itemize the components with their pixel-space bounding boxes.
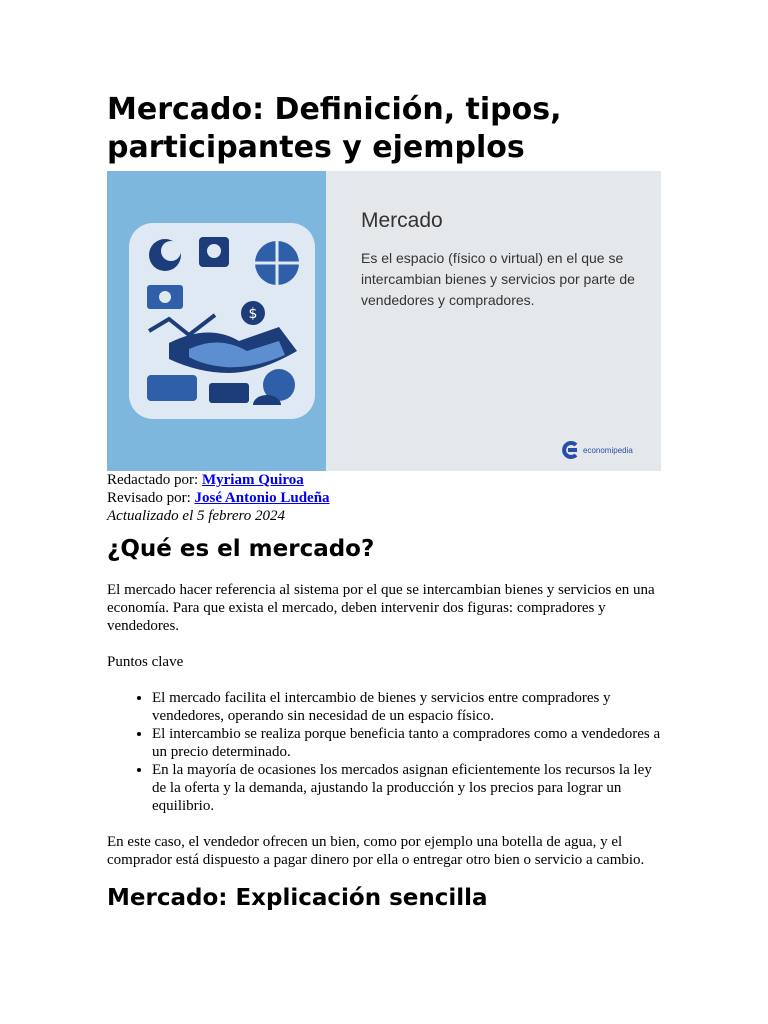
svg-text:$: $ — [248, 306, 258, 322]
written-prefix: Redactado por: — [107, 472, 202, 488]
reviewed-prefix: Revisado por: — [107, 490, 195, 506]
hero-illustration-panel — [107, 171, 326, 471]
updated-date: Actualizado el 5 febrero 2024 — [107, 508, 286, 524]
section-heading-what-is: ¿Qué es el mercado? — [107, 536, 375, 562]
logo-text: economipedia — [583, 445, 633, 455]
key-points-label: Puntos clave — [107, 654, 184, 670]
example-paragraph: En este caso, el vendedor ofrecen un bien, como por ejemplo una botella de agua, y el comprador está dispuesto a pagar dinero por ella o entregar otro bien o servicio a cambio. — [107, 834, 645, 868]
economipedia-logo-icon — [562, 441, 580, 459]
key-points-list — [107, 689, 662, 815]
author-link[interactable]: Myriam Quiroa — [201, 472, 304, 488]
handshake-market-illustration — [129, 223, 315, 419]
list-item: • El mercado facilita el intercambio de bienes y servicios entre compradores y vendedores, operando sin necesidad de un espacio físico. — [152, 689, 662, 725]
reviewer-link[interactable]: José Antonio Ludeña — [194, 490, 330, 506]
section-heading-explanation: Mercado: Explicación sencilla — [107, 885, 488, 911]
hero-description: Es el espacio (físico o virtual) en el que se intercambian bienes y servicios por parte de vendedores y compradores. — [361, 250, 635, 308]
author-line — [107, 471, 330, 489]
list-item: • En la mayoría de ocasiones los mercados asignan eficientemente los recursos la ley de la oferta y la demanda, ajustando la producción y los precios para lograr un equilibrio. — [152, 761, 662, 815]
hero-heading: Mercado — [361, 209, 443, 232]
article-meta — [107, 471, 330, 525]
hero-image — [107, 171, 661, 471]
page-title: Mercado: Definición, tipos, participantes y ejemplos — [107, 92, 562, 165]
economipedia-logo — [562, 441, 633, 459]
list-item: • El intercambio se realiza porque beneficia tanto a compradores como a vendedores a un precio determinado. — [152, 725, 662, 761]
reviewer-line — [107, 489, 330, 507]
intro-paragraph: El mercado hacer referencia al sistema por el que se intercambian bienes y servicios en una economía. Para que exista el mercado, deben intervenir dos figuras: compradores y vendedores. — [107, 582, 655, 634]
